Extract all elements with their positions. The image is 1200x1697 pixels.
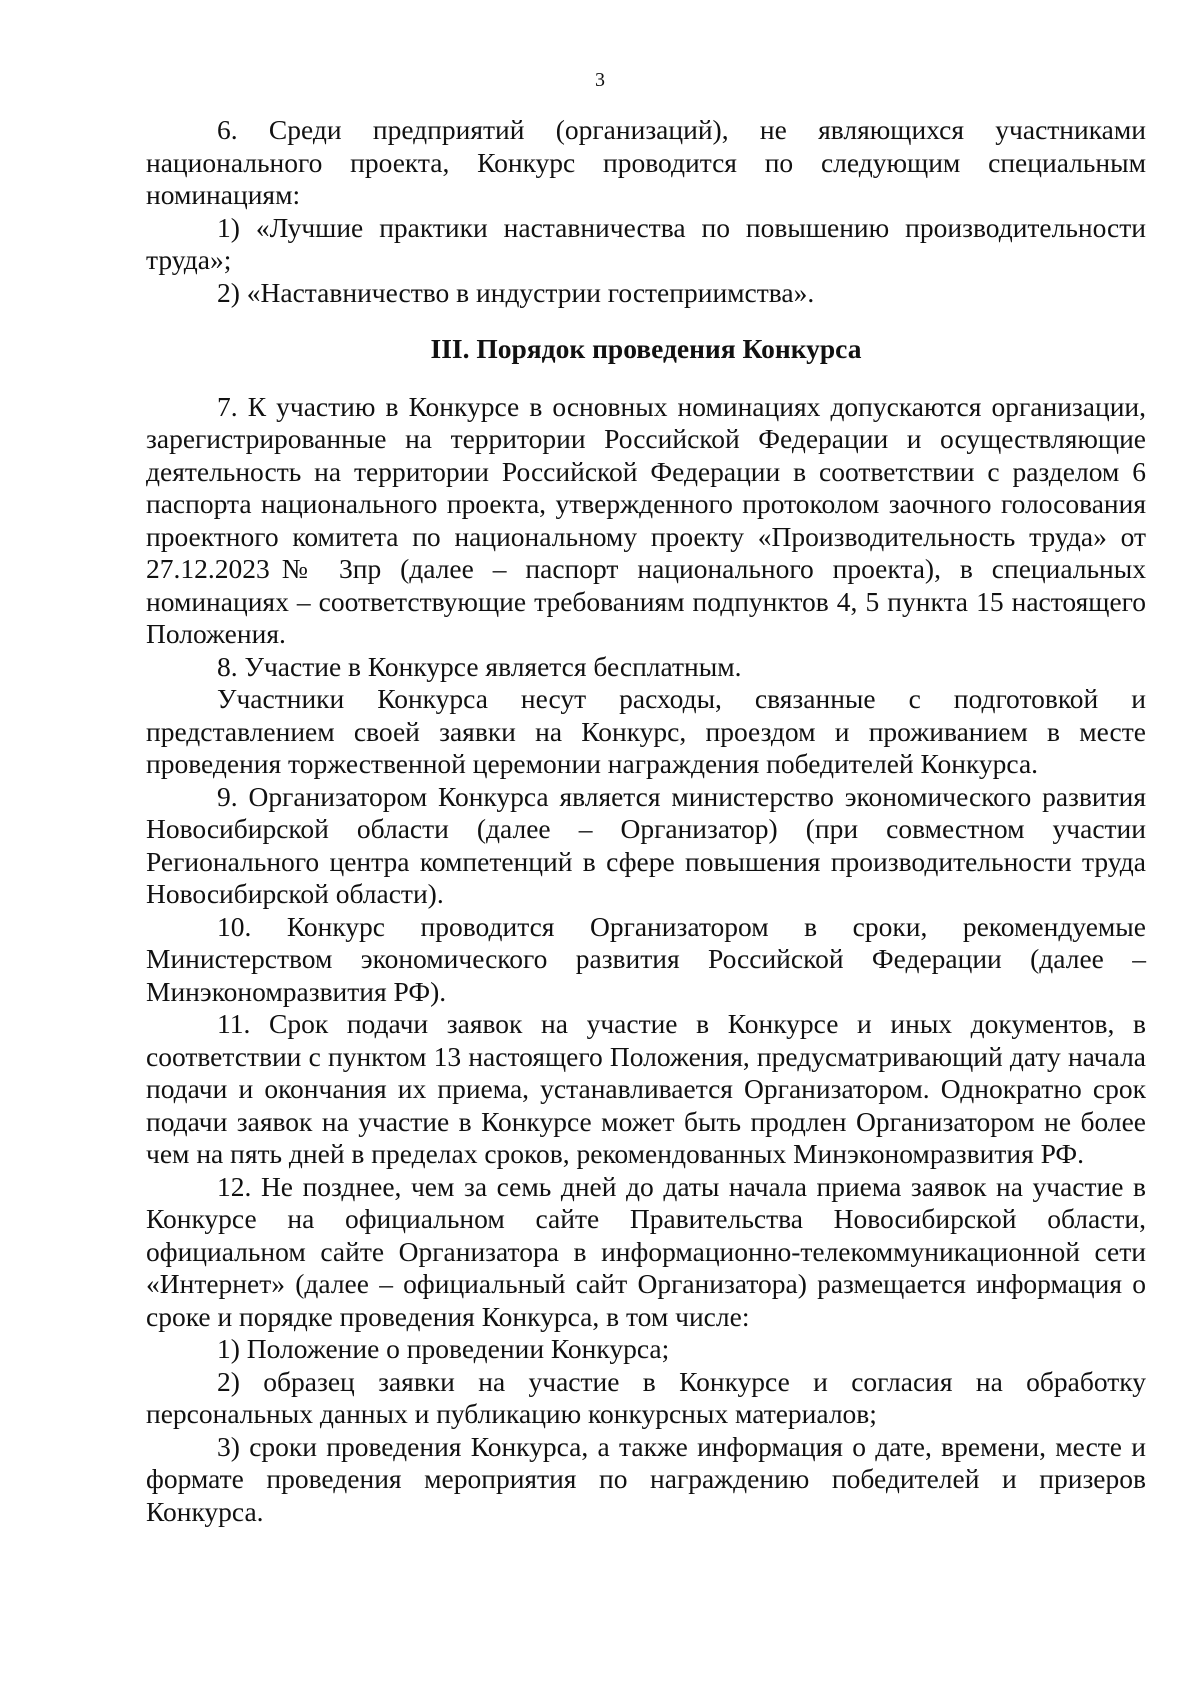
paragraph-12-item-3: 3) сроки проведения Конкурса, а также информация о дате, времени, месте и формате проведения мероприятия по награждению победителей и призеров Конкурса. [146,1430,1146,1527]
paragraph-12-item-1: 1) Положение о проведении Конкурса; [217,1333,670,1364]
paragraph-12: 12. Не позднее, чем за семь дней до даты начала приема заявок на участие в Конкурсе на официальном сайте Правительства Новосибирской области, официальном сайте Организатора в информационно-телекоммуникационной сети «Интернет» (далее – официальный сайт Организатора) размещается информация о сроке и порядке проведения Конкурса, в том числе: [146,1170,1146,1332]
paragraph-10: 10. Конкурс проводится Организатором в сроки, рекомендуемые Министерством экономического развития Российской Федерации (далее – Минэкономразвития РФ). [146,910,1146,1007]
document-body [146,114,1146,1528]
paragraph-6-item-1: 1) «Лучшие практики наставничества по повышению производительности труда»; [146,211,1146,275]
paragraph-7: 7. К участию в Конкурсе в основных номинациях допускаются организации, зарегистрированные на территории Российской Федерации и осуществляющие деятельность на территории Российской Федерации в соответствии с разделом 6 паспорта национального проекта, утвержденного протоколом заочного голосования проектного комитета по национальному проекту «Производительность труда» от 27.12.2023№ 3пр (далее – паспорт национального проекта), в специальных номинациях – соответствующие требованиям подпунктов 4, 5 пункта 15 настоящего Положения. [146,390,1146,649]
paragraph-11: 11. Срок подачи заявок на участие в Конкурсе и иных документов, в соответствии с пунктом 13 настоящего Положения, предусматривающий дату начала подачи и окончания их приема, устанавливается Организатором. Однократно срок подачи заявок на участие в Конкурсе может быть продлен Организатором не более чем на пять дней в пределах сроков, рекомендованных Минэкономразвития РФ. [146,1008,1146,1169]
paragraph-6: 6. Среди предприятий (организаций), не являющихся участниками национального проекта, Конкурс проводится по следующим специальным номинациям: [146,114,1146,210]
section-heading: III. Порядок проведения Конкурса [430,333,862,364]
paragraph-8-continued: Участники Конкурса несут расходы, связанные с подготовкой и представлением своей заявки на Конкурс, проездом и проживанием в месте проведения торжественной церемонии награждения победителей Конкурса. [146,683,1146,779]
paragraph-12-item-2: 2) образец заявки на участие в Конкурсе и согласия на обработку персональных данных и публикацию конкурсных материалов; [146,1365,1146,1429]
paragraph-9: 9. Организатором Конкурса является министерство экономического развития Новосибирской области (далее – Организатор) (при совместном участии Регионального центра компетенций в сфере повышения производительности труда Новосибирской области). [146,780,1146,909]
paragraph-8: 8. Участие в Конкурсе является бесплатным. [217,650,742,682]
paragraph-6-item-2: 2) «Наставничество в индустрии гостеприимства». [217,276,815,308]
page-number: 3 [595,69,605,91]
